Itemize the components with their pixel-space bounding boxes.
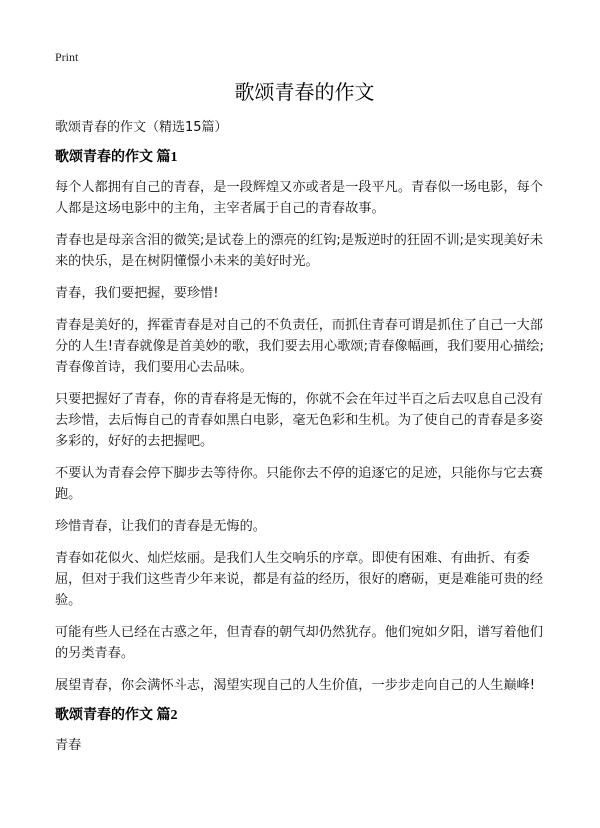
document-title: 歌颂青春的作文: [234, 80, 375, 104]
paragraph: 青春也是母亲含泪的微笑;是试卷上的漂亮的红钩;是叛逆时的狂固不训;是实现美好未来的快乐，是在树阴懂憬小未来的美好时光。: [55, 233, 544, 269]
paragraph: 青春如花似火、灿烂炫丽。是我们人生交响乐的序章。即使有困难、有曲折、有委屈，但对于我们这些青少年来说，都是有益的经历，很好的磨砺，更是难能可贵的经验。: [55, 551, 543, 608]
paragraph: 每个人都拥有自己的青春，是一段辉煌又亦或者是一段平凡。青春似一场电影，每个人都是这场电影中的主角，主宰者属于自己的青春故事。: [55, 180, 543, 216]
paragraph: 可能有些人已经在古惑之年，但青春的朝气却仍然犹存。他们宛如夕阳，谱写着他们的另类青春。: [55, 625, 543, 661]
paragraph: 只要把握好了青春，你的青春将是无悔的，你就不会在年过半百之后去叹息自己没有去珍惜，去后悔自己的青春如黑白电影，毫无色彩和生机。为了使自己的青春是多姿多彩的，好好的去把握吧。: [55, 392, 543, 449]
paragraph: 不要认为青春会停下脚步去等待你。只能你去不停的追逐它的足迹，只能你与它去赛跑。: [55, 466, 543, 502]
essay-section-1: [55, 149, 554, 696]
section-heading: 歌颂青春的作文 篇2: [55, 708, 178, 723]
paragraph: 青春，我们要把握，要珍惜!: [55, 286, 219, 301]
essay-section-2: [55, 707, 554, 756]
paragraph: 珍惜青春，让我们的青春是无悔的。: [55, 519, 266, 534]
section-heading: 歌颂青春的作文 篇1: [55, 150, 178, 165]
print-link[interactable]: Print: [55, 50, 79, 64]
paragraph: 青春: [55, 738, 82, 753]
paragraph: 展望青春，你会满怀斗志，渴望实现自己的人生价值，一步步走向自己的人生巅峰!: [55, 678, 536, 693]
document-subtitle: 歌颂青春的作文（精选15篇）: [55, 120, 228, 135]
paragraph: 青春是美好的，挥霍青春是对自己的不负责任，而抓住青春可谓是抓住了自己一大部分的人生!青春就像是首美妙的歌，我们要去用心歌颂;青春像幅画，我们要用心描绘;青春像首诗，我们要用心去品味。: [55, 318, 544, 375]
